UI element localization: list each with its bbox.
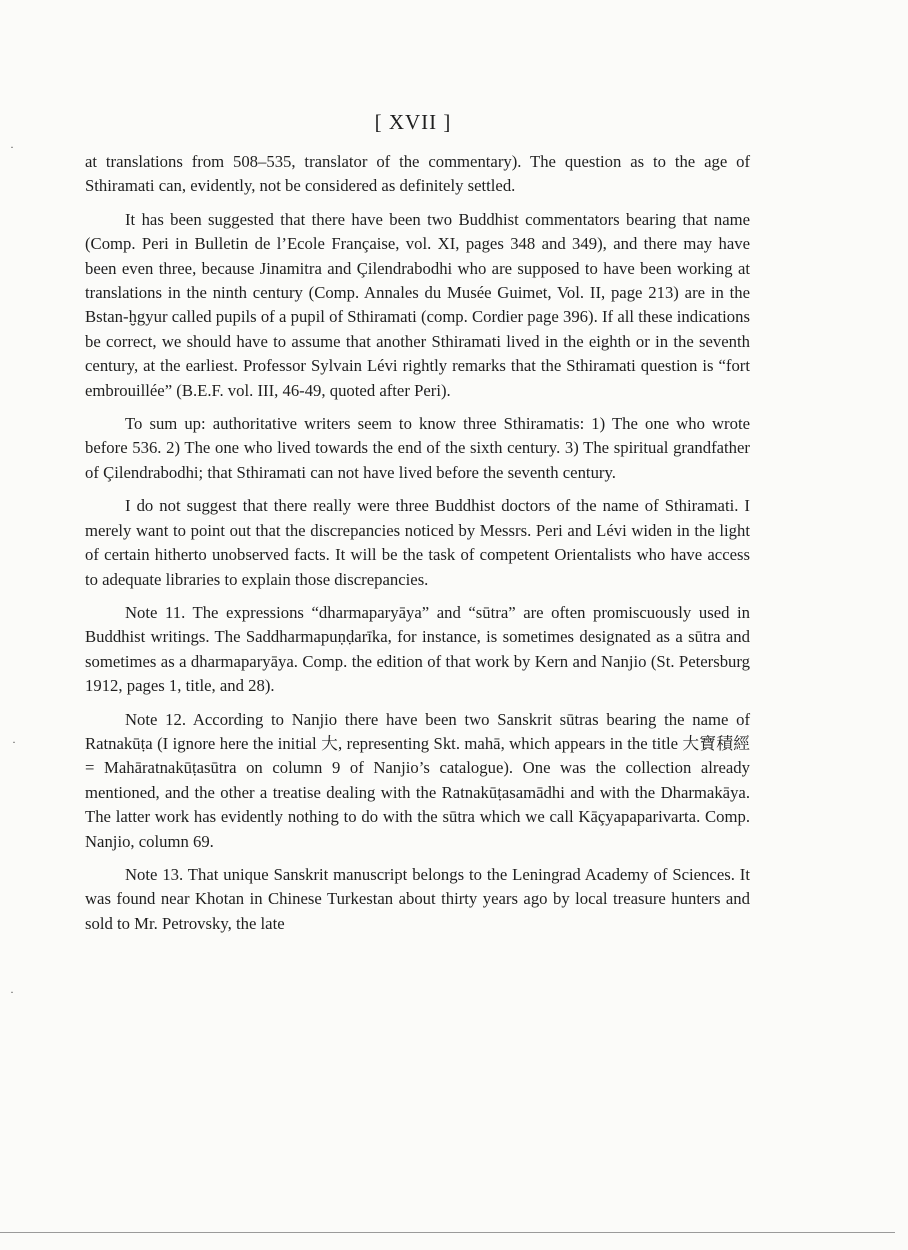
margin-mark: · bbox=[10, 140, 14, 154]
page-number: [ XVII ] bbox=[374, 110, 452, 134]
paragraph-discrepancies: I do not suggest that there really were three Buddhist doctors of the name of Sthiramati. I merely want to point out that the discrepancies noticed by Messrs. Peri and Lévi widen in the light of certain hitherto unobserved facts. It will be the task of competent Orientalists who have access to adequate libraries to explain those discrepancies. bbox=[85, 496, 750, 589]
paragraph-note-12: Note 12. According to Nanjio there have been two Sanskrit sūtras bearing the name of Ratnakūṭa (I ignore here the initial 大, representing Skt. mahā, which appears in the title 大寶積經 = Mahāratnakūṭasūtra on column 9 of Nanjio’s catalogue). One was the collection already mentioned, and the other a treatise dealing with the Ratnakūṭasamādhi and with the Dharmakāya. The latter work has evidently nothing to do with the sūtra which we call Kāçyapaparivarta. Comp. Nanjio, column 69. bbox=[85, 709, 750, 851]
paragraph-continuation: at translations from 508–535, translator of the commentary). The question as to the age of Sthiramati can, evidently, not be considered as definitely settled. bbox=[85, 152, 750, 196]
margin-mark: · bbox=[12, 735, 16, 749]
margin-mark: · bbox=[10, 985, 14, 999]
paragraph-note-13: Note 13. That unique Sanskrit manuscript belongs to the Leningrad Academy of Sciences. It was found near Khotan in Chinese Turkestan about thirty years ago by local treasure hunters and sold to Mr. Petrovsky, the late bbox=[85, 864, 750, 933]
body-text bbox=[85, 150, 750, 945]
bottom-rule bbox=[0, 1232, 895, 1233]
paragraph-note-11: Note 11. The expressions “dharmaparyāya” and “sūtra” are often promiscuously used in Buddhist writings. The Saddharmapuṇḍarīka, for instance, is sometimes designated as a sūtra and sometimes as a dharmaparyāya. Comp. the edition of that work by Kern and Nanjio (St. Petersburg 1912, pages 1, title, and 28). bbox=[85, 602, 750, 696]
paragraph-two-commentators: It has been suggested that there have been two Buddhist commentators bearing that name (Comp. Peri in Bulletin de l’Ecole Française, vol. XI, pages 348 and 349), and there may have been even three, because Jinamitra and Çilendrabodhi who are supposed to have been working at translations in the ninth century (Comp. Annales du Musée Guimet, Vol. II, page 213) are in the Bstan-ḫgyur called pupils of a pupil of Sthiramati (comp. Cordier page 396). If all these indications be correct, we should have to assume that another Sthiramati lived in the eighth or in the seventh century, at the earliest. Professor Sylvain Lévi rightly remarks that the Sthiramati question is “fort embrouillée” (B.E.F. vol. III, 46-49, quoted after Peri). bbox=[85, 209, 750, 400]
paragraph-summary: To sum up: authoritative writers seem to know three Sthiramatis: 1) The one who wrote before 536. 2) The one who lived towards the end of the sixth century. 3) The spiritual grandfather of Çilendrabodhi; that Sthiramati can not have lived before the seventh century. bbox=[85, 414, 750, 482]
